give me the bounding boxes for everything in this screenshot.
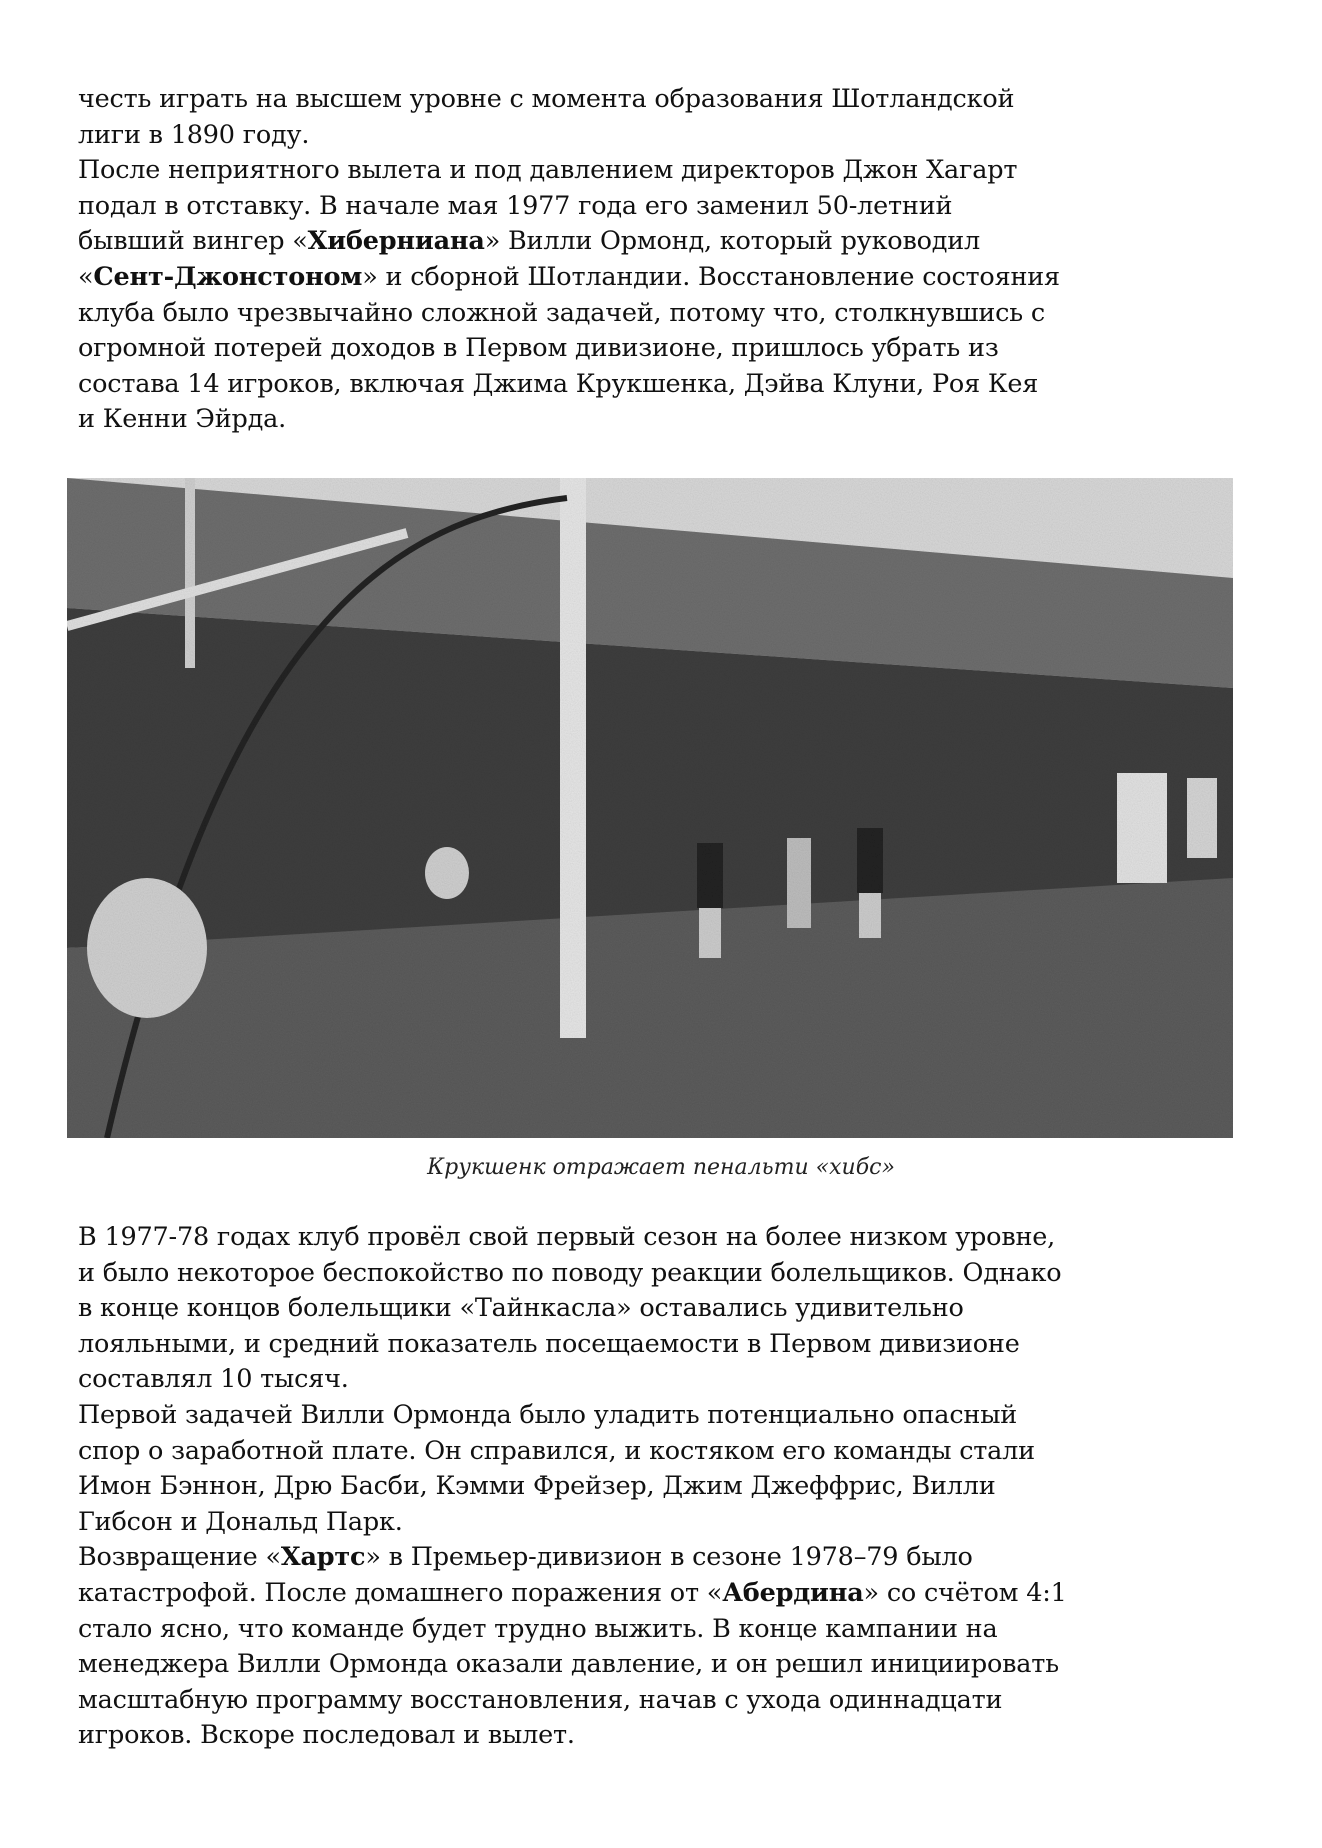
text-line: [78, 82, 1258, 118]
paragraph: [78, 153, 1258, 438]
text-line: [78, 367, 1258, 403]
text-line: [78, 1220, 1258, 1256]
bold-club-name: Сент-Джонстоном: [93, 261, 363, 292]
text-run: лиги в 1890 году.: [78, 119, 310, 150]
text-line: [78, 224, 1258, 260]
text-line: [78, 118, 1258, 154]
crossbar-left-post: [185, 478, 195, 668]
text-run: и Кенни Эйрда.: [78, 404, 287, 435]
paragraph: [78, 1398, 1258, 1540]
text-line: [78, 1256, 1258, 1292]
text-line: [78, 331, 1258, 367]
text-run: честь играть на высшем уровне с момента образования Шотландской: [78, 84, 1015, 114]
text-run: бывший вингер «: [78, 226, 308, 257]
text-run: спор о заработной плате. Он справился, и костяком его команды стали: [78, 1435, 1035, 1466]
text-run: клуба было чрезвычайно сложной задачей, потому что, столкнувшись с: [78, 297, 1045, 328]
text-run: катастрофой. После домашнего поражения от «: [78, 1577, 723, 1608]
text-line: [78, 153, 1258, 189]
text-run: состава 14 игроков, включая Джима Крукшенка, Дэйва Клуни, Роя Кея: [78, 368, 1039, 399]
text-line: [78, 296, 1258, 332]
paragraph: [78, 1540, 1258, 1754]
text-line: [78, 1327, 1258, 1363]
photo-caption: Крукшенк отражает пенальти «хибс»: [427, 1155, 895, 1180]
text-line: [78, 1576, 1258, 1612]
text-run: лояльными, и средний показатель посещаемости в Первом дивизионе: [78, 1328, 1020, 1359]
text-run: » и сборной Шотландии. Восстановление состояния: [362, 261, 1060, 292]
text-line: [78, 402, 1258, 438]
text-block-top: [78, 82, 1258, 438]
text-line: [78, 1398, 1258, 1434]
text-run: В 1977-78 годах клуб провёл свой первый сезон на более низком уровне,: [78, 1222, 1056, 1252]
text-run: Имон Бэннон, Дрю Басби, Кэмми Фрейзер, Джим Джеффрис, Вилли: [78, 1471, 996, 1502]
goalpost: [560, 478, 586, 1038]
text-line: [78, 1683, 1258, 1719]
text-run: стало ясно, что команде будет трудно выжить. В конце кампании на: [78, 1613, 998, 1644]
text-run: » Вилли Ормонд, который руководил: [484, 226, 981, 257]
text-run: и было некоторое беспокойство по поводу реакции болельщиков. Однако: [78, 1257, 1062, 1288]
text-run: составлял 10 тысяч.: [78, 1364, 349, 1395]
paragraph: [78, 1220, 1258, 1398]
text-line: [78, 1505, 1258, 1541]
text-block-bottom: [78, 1220, 1258, 1754]
bold-club-name: Хартс: [280, 1542, 366, 1573]
text-run: игроков. Вскоре последовал и вылет.: [78, 1720, 575, 1751]
text-run: «: [78, 261, 94, 292]
text-run: подал в отставку. В начале мая 1977 года его заменил 50-летний: [78, 190, 953, 221]
text-run: в конце концов болельщики «Тайнкасла» оставались удивительно: [78, 1293, 964, 1324]
text-run: После неприятного вылета и под давлением директоров Джон Хагарт: [78, 155, 1018, 186]
text-run: » в Премьер-дивизион в сезоне 1978–79 было: [365, 1542, 973, 1573]
text-line: [78, 1362, 1258, 1398]
text-run: огромной потерей доходов в Первом дивизионе, пришлось убрать из: [78, 333, 999, 364]
text-line: [78, 1718, 1258, 1754]
bold-club-name: Хиберниана: [307, 226, 485, 257]
bold-club-name: Абердина: [722, 1577, 864, 1608]
text-line: [78, 1291, 1258, 1327]
text-line: [78, 1469, 1258, 1505]
text-run: Гибсон и Дональд Парк.: [78, 1506, 403, 1537]
text-line: [78, 1612, 1258, 1648]
text-run: Первой задачей Вилли Ормонда было уладить потенциально опасный: [78, 1399, 1018, 1430]
text-line: [78, 1434, 1258, 1470]
text-run: Возвращение «: [78, 1542, 281, 1573]
text-line: [78, 1647, 1258, 1683]
text-line: [78, 189, 1258, 225]
text-run: менеджера Вилли Ормонда оказали давление, и он решил инициировать: [78, 1649, 1059, 1680]
football-photo: [67, 478, 1233, 1138]
photo-illustration: [67, 478, 1233, 1138]
text-run: масштабную программу восстановления, начав с ухода одиннадцати: [78, 1684, 1003, 1715]
paragraph: [78, 82, 1258, 153]
text-run: » со счётом 4:1: [863, 1577, 1067, 1608]
text-line: [78, 1540, 1258, 1576]
text-line: [78, 260, 1258, 296]
